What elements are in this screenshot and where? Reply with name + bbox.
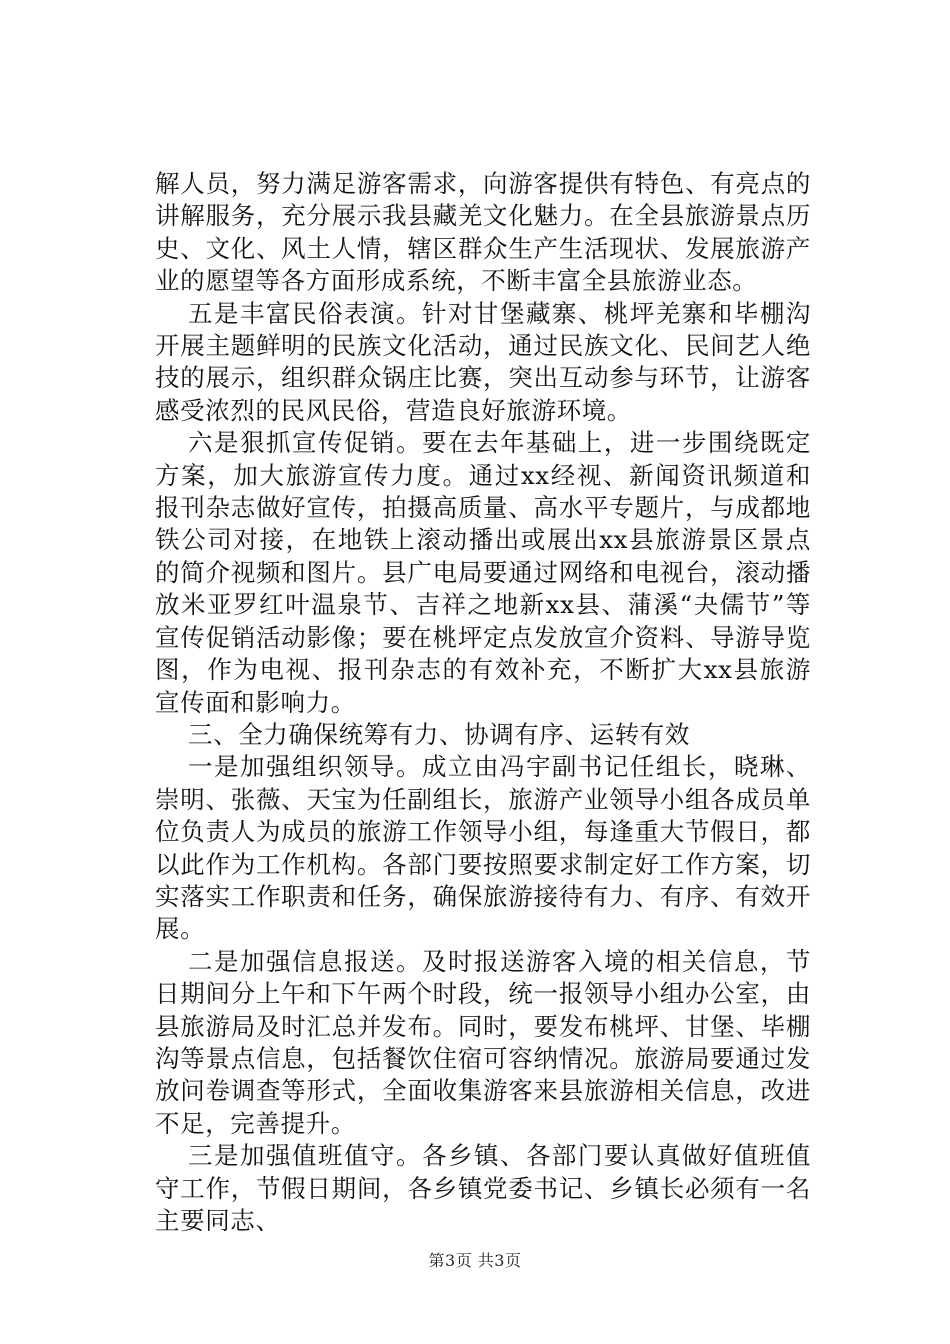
paragraph-promotion: 六是狠抓宣传促销。要在去年基础上，进一步围绕既定方案，加大旅游宣传力度。通过xx经视、新闻资讯频道和报刊杂志做好宣传，拍摄高质量、高水平专题片，与成都地铁公司对接，在地铁上滚动播出或展出xx县旅游景区景点的简介视频和图片。县广电局要通过网络和电视台，滚动播放米亚罗红叶温泉节、吉祥之地新xx县、蒲溪“夬儒节”等宣传促销活动影像；要在桃坪定点发放宣介资料、导游导览图，作为电视、报刊杂志的有效补充，不断扩大xx县旅游宣传面和影响力。 [155,428,811,717]
paragraph-organization: 一是加强组织领导。成立由冯宇副书记任组长，晓琳、崇明、张薇、天宝为任副组长，旅游产业领导小组各成员单位负责人为成员的旅游工作领导小组，每逢重大节假日，都以此作为工作机构。各部门要按照要求制定好工作方案，切实落实工作职责和任务，确保旅游接待有力、有序、有效开展。 [155,752,811,944]
paragraph-information-reporting: 二是加强信息报送。及时报送游客入境的相关信息，节日期间分上午和下午两个时段，统一报领导小组办公室，由县旅游局及时汇总并发布。同时，要发布桃坪、甘堡、毕棚沟等景点信息，包括餐饮住宿可容纳情况。旅游局要通过发放问卷调查等形式，全面收集游客来县旅游相关信息，改进不足，完善提升。 [155,946,811,1138]
page-number-footer: 第3页 共3页 [428,1251,522,1270]
paragraph-folk-performance: 五是丰富民俗表演。针对甘堡藏寨、桃坪羌寨和毕棚沟开展主题鲜明的民族文化活动，通过民族文化、民间艺人绝技的展示，组织群众锅庄比赛，突出互动参与环节，让游客感受浓烈的民风民俗，营造良好旅游环境。 [155,298,811,425]
paragraph-continued: 解人员，努力满足游客需求，向游客提供有特色、有亮点的讲解服务，充分展示我县藏羌文化魅力。在全县旅游景点历史、文化、风土人情，辖区群众生产生活现状、发展旅游产业的愿望等各方面形成系统，不断丰富全县旅游业态。 [155,169,811,296]
document-body [155,168,811,1237]
section-heading-coordination: 三、全力确保统筹有力、协调有序、运转有效 [188,719,690,749]
paragraph-duty-watch: 三是加强值班值守。各乡镇、各部门要认真做好值班值守工作，节假日期间，各乡镇党委书记、乡镇长必须有一名主要同志、 [155,1141,811,1235]
